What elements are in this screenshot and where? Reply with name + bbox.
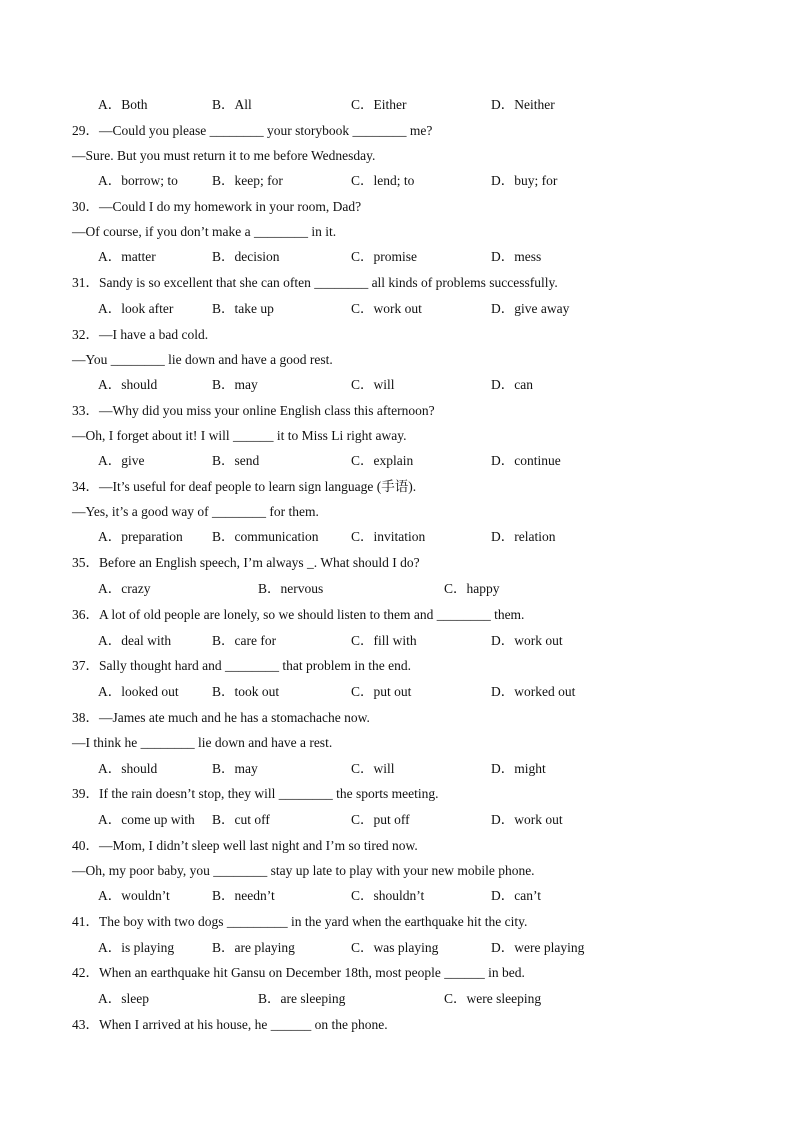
option-c: C．explain [351, 453, 414, 468]
option-c: C．put off [351, 812, 410, 827]
dialogue-line: —Yes, it’s a good way of ________ for them. [72, 504, 319, 519]
answer-options [98, 580, 778, 598]
option-c: C．will [351, 761, 395, 776]
question-stem: 30．—Could I do my homework in your room, Dad? [72, 199, 362, 214]
answer-options [98, 376, 778, 394]
option-b: B．are playing [212, 940, 295, 955]
option-a: A．deal with [98, 633, 172, 648]
option-c: C．Either [351, 97, 407, 112]
option-a: A．looked out [98, 684, 179, 699]
option-d: D．can’t [491, 888, 541, 903]
option-b: B．decision [212, 249, 280, 264]
option-d: D．work out [491, 633, 563, 648]
option-a: A．wouldn’t [98, 888, 170, 903]
option-a: A．come up with [98, 812, 195, 827]
answer-options [98, 887, 778, 905]
answer-options [98, 172, 778, 190]
option-d: D．relation [491, 529, 556, 544]
option-c: C．happy [444, 581, 500, 596]
option-a: A．borrow; to [98, 173, 178, 188]
option-c: C．shouldn’t [351, 888, 425, 903]
option-c: C．work out [351, 301, 422, 316]
option-d: D．work out [491, 812, 563, 827]
option-d: D．worked out [491, 684, 576, 699]
option-c: C．will [351, 377, 395, 392]
question-stem: 33．—Why did you miss your online English class this afternoon? [72, 403, 435, 418]
answer-options [98, 990, 778, 1008]
option-a: A．should [98, 761, 158, 776]
option-b: B．needn’t [212, 888, 275, 903]
option-b: B．are sleeping [258, 991, 346, 1006]
option-b: B．took out [212, 684, 280, 699]
option-b: B．cut off [212, 812, 270, 827]
answer-options [98, 939, 778, 957]
option-b: B．take up [212, 301, 274, 316]
option-b: B．communication [212, 529, 319, 544]
option-c: C．put out [351, 684, 412, 699]
question-stem: 39．If the rain doesn’t stop, they will ________ the sports meeting. [72, 786, 439, 801]
option-d: D．Neither [491, 97, 555, 112]
dialogue-line: —Oh, I forget about it! I will ______ it to Miss Li right away. [72, 428, 407, 443]
dialogue-line: —You ________ lie down and have a good rest. [72, 352, 333, 367]
question-stem: 31．Sandy is so excellent that she can often ________ all kinds of problems successfully. [72, 275, 558, 290]
question-stem: 36．A lot of old people are lonely, so we should listen to them and ________ them. [72, 607, 525, 622]
option-b: B．send [212, 453, 260, 468]
option-b: B．may [212, 761, 258, 776]
option-a: A．should [98, 377, 158, 392]
option-d: D．might [491, 761, 546, 776]
answer-options [98, 760, 778, 778]
option-c: C．promise [351, 249, 417, 264]
answer-options [98, 248, 778, 266]
option-d: D．buy; for [491, 173, 558, 188]
option-a: A．Both [98, 97, 148, 112]
answer-options [98, 683, 778, 701]
option-a: A．is playing [98, 940, 175, 955]
option-a: A．matter [98, 249, 156, 264]
option-a: A．crazy [98, 581, 151, 596]
option-c: C．lend; to [351, 173, 415, 188]
dialogue-line: —Sure. But you must return it to me before Wednesday. [72, 148, 376, 163]
option-a: A．give [98, 453, 145, 468]
option-d: D．give away [491, 301, 570, 316]
question-stem: 40．—Mom, I didn’t sleep well last night and I’m so tired now. [72, 838, 418, 853]
option-c: C．were sleeping [444, 991, 542, 1006]
option-a: A．sleep [98, 991, 149, 1006]
answer-options [98, 300, 778, 318]
option-a: A．look after [98, 301, 174, 316]
dialogue-line: —I think he ________ lie down and have a rest. [72, 735, 333, 750]
option-a: A．preparation [98, 529, 183, 544]
question-stem: 42．When an earthquake hit Gansu on December 18th, most people ______ in bed. [72, 965, 525, 980]
option-b: B．care for [212, 633, 277, 648]
option-c: C．fill with [351, 633, 417, 648]
answer-options [98, 452, 778, 470]
option-b: B．may [212, 377, 258, 392]
dialogue-line: —Of course, if you don’t make a ________ in it. [72, 224, 337, 239]
question-stem: 35．Before an English speech, I’m always _. What should I do? [72, 555, 420, 570]
question-stem: 29．—Could you please ________ your storybook ________ me? [72, 123, 433, 138]
question-stem: 43．When I arrived at his house, he ______ on the phone. [72, 1017, 388, 1032]
option-d: D．can [491, 377, 533, 392]
answer-options [98, 811, 778, 829]
question-stem: 37．Sally thought hard and ________ that problem in the end. [72, 658, 411, 673]
option-c: C．invitation [351, 529, 426, 544]
question-stem: 34．—It’s useful for deaf people to learn sign language (手语). [72, 479, 417, 494]
dialogue-line: —Oh, my poor baby, you ________ stay up late to play with your new mobile phone. [72, 863, 535, 878]
answer-options [98, 632, 778, 650]
option-d: D．were playing [491, 940, 585, 955]
question-stem: 38．—James ate much and he has a stomachache now. [72, 710, 370, 725]
option-d: D．mess [491, 249, 542, 264]
answer-options [98, 528, 778, 546]
option-d: D．continue [491, 453, 561, 468]
option-b: B．nervous [258, 581, 324, 596]
option-c: C．was playing [351, 940, 439, 955]
question-stem: 32．—I have a bad cold. [72, 327, 209, 342]
option-b: B．keep; for [212, 173, 283, 188]
question-stem: 41．The boy with two dogs _________ in the yard when the earthquake hit the city. [72, 914, 528, 929]
answer-options [98, 96, 778, 114]
option-b: B．All [212, 97, 252, 112]
